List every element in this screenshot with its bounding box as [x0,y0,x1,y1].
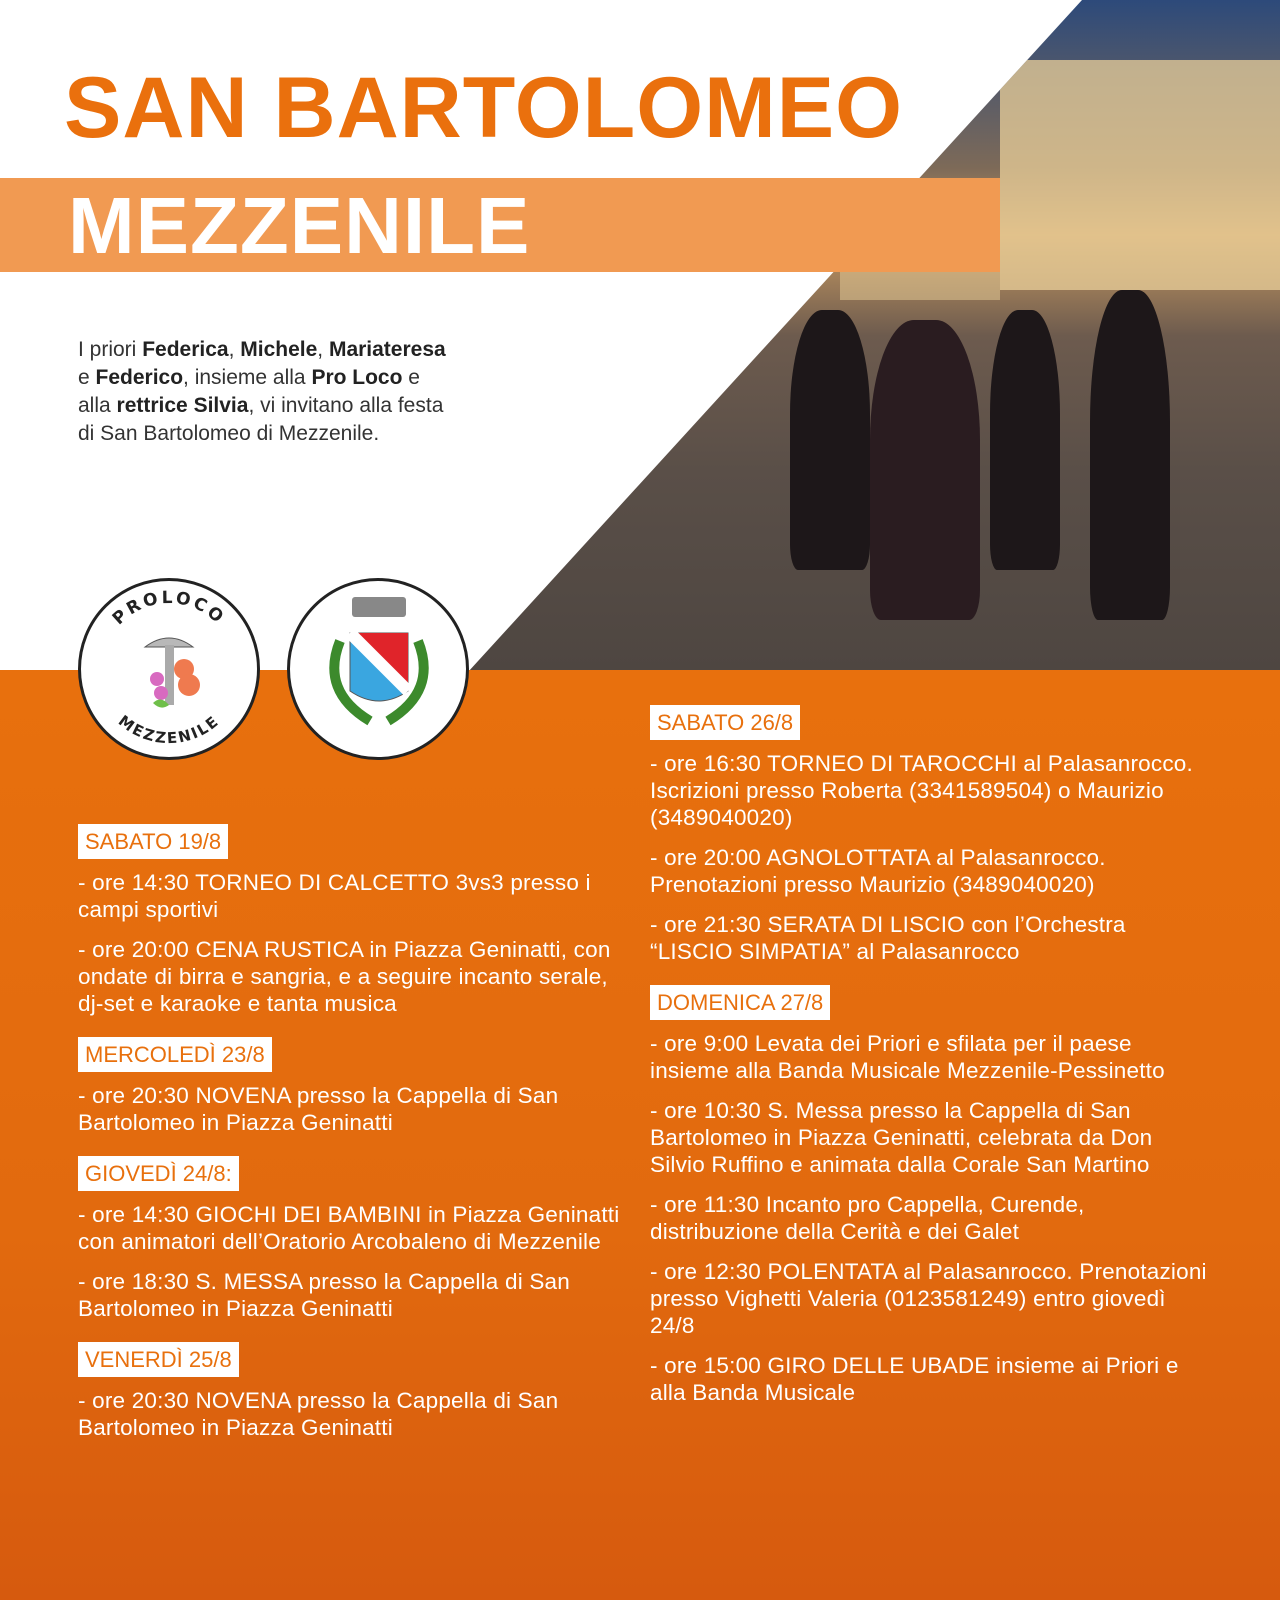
event-item: - ore 15:00 GIRO DELLE UBADE insieme ai Priori e alla Banda Musicale [650,1353,1179,1405]
event-item: - ore 14:30 TORNEO DI CALCETTO 3vs3 presso i campi sportivi [78,870,591,922]
event-item: - ore 12:30 POLENTATA al Palasanrocco. Prenotazioni presso Vighetti Valeria (0123581249) entro giovedì 24/8 [650,1259,1207,1338]
schedule-right-column [650,705,1210,1426]
intro-segment: e alla [78,366,420,417]
svg-text:MEZZENILE [115,712,223,748]
day-section [650,985,1210,1406]
day-section [78,1037,638,1136]
event-item: - ore 20:30 NOVENA presso la Cappella di San Bartolomeo in Piazza Geninatti [78,1083,559,1135]
comune-coat-of-arms [287,578,469,760]
proloco-bottom-text: MEZZENILE [114,711,223,748]
day-label: SABATO 19/8 [78,824,228,859]
svg-text:PROLOCO [109,588,229,629]
day-label: VENERDÌ 25/8 [78,1342,239,1377]
intro-segment: I priori [78,338,143,361]
event-item: - ore 14:30 GIOCHI DEI BAMBINI in Piazza Geninatti con animatori dell’Oratorio Arcobaleno di Mezzenile [78,1202,620,1254]
schedule-left-column [78,824,638,1461]
event-item: - ore 18:30 S. MESSA presso la Cappella di San Bartolomeo in Piazza Geninatti [78,1269,570,1321]
page-subtitle: MEZZENILE [68,181,531,270]
event-item: - ore 11:30 Incanto pro Cappella, Curende, distribuzione della Cerità e dei Galet [650,1192,1085,1244]
intro-name: Mariateresa [328,338,446,361]
intro-segment: , vi invitano alla festa di San Bartolomeo di Mezzenile. [78,394,444,445]
intro-segment: e [78,366,96,389]
intro-name: rettrice Silvia [116,394,249,417]
intro-name: Michele [240,338,318,361]
event-item: - ore 10:30 S. Messa presso la Cappella di San Bartolomeo in Piazza Geninatti, celebrata da Don Silvio Ruffino e animata dalla Corale San Martino [650,1098,1153,1177]
event-item: - ore 20:00 CENA RUSTICA in Piazza Geninatti, con ondate di birra e sangria, e a seguire incanto serale, dj-set e karaoke e tanta musica [78,937,611,1016]
intro-text [78,336,458,448]
proloco-mascot-icon [145,638,200,708]
event-item: - ore 20:30 NOVENA presso la Cappella di San Bartolomeo in Piazza Geninatti [78,1388,559,1440]
intro-segment: , [317,338,329,361]
proloco-top-text: PROLOCO [108,587,230,630]
day-label: DOMENICA 27/8 [650,985,830,1020]
intro-name: Federica [142,338,229,361]
event-item: - ore 9:00 Levata dei Priori e sfilata per il paese insieme alla Banda Musicale Mezzenile-Pessinetto [650,1031,1165,1083]
day-section [78,824,638,1017]
event-item: - ore 21:30 SERATA DI LISCIO con l’Orchestra “LISCIO SIMPATIA” al Palasanrocco [650,912,1126,964]
day-label: GIOVEDÌ 24/8: [78,1156,239,1191]
proloco-logo [78,578,260,760]
intro-name: Pro Loco [311,366,403,389]
intro-name: Federico [95,366,184,389]
day-section [78,1342,638,1441]
day-label: SABATO 26/8 [650,705,800,740]
page-title: SAN BARTOLOMEO [64,60,903,156]
intro-segment: , insieme alla [183,366,312,389]
day-label: MERCOLEDÌ 23/8 [78,1037,272,1072]
event-item: - ore 20:00 AGNOLOTTATA al Palasanrocco. Prenotazioni presso Maurizio (3489040020) [650,845,1106,897]
event-item: - ore 16:30 TORNEO DI TAROCCHI al Palasanrocco. Iscrizioni presso Roberta (3341589504) o Maurizio (3489040020) [650,751,1193,830]
day-section [78,1156,638,1322]
intro-segment: , [228,338,241,361]
day-section [650,705,1210,965]
